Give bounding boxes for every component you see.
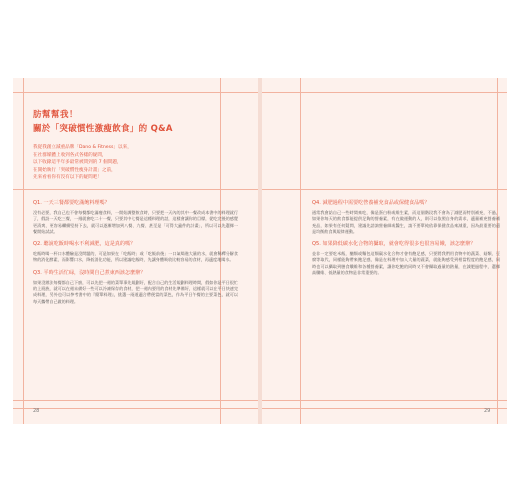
answer-text: 通常我會給自己一些時間來吃，像是蛋白粉或維生素，而這個階段我不會為了減肥而特別補充，不過，如果你每天的飲食都能提供足夠的營養素，有在做運動的人，則可以依照自身的需求，適量補充營養補充品，如果有任何疑問，建議先諮詢營養師或醫生，請不要單純依靠保健食品來減重，因為最重要的還是均衡飲食與規律運動。: [312, 210, 500, 234]
question-heading: Q5. 如果降低碳水化合物的攝取，就會吃得很多也很容易餓，該怎麼辦？: [312, 241, 476, 248]
intro-line: 在社群媒體上收到各式各樣的疑問，: [33, 152, 107, 158]
question-heading: Q2. 聽說吃飯時喝水不利減肥，這是真的嗎？: [33, 241, 136, 248]
answer-text: 沒有必要，我自己也不會每餐都吃滿瘦食料，一開始調整飲食時，只要把一天內的其中一餐改成本書中的料理就行了，假設一天吃三餐，一週就會吃二十一餐，只要其中七餐是這種料理的話，這樣會讓你的目標，從吃完後的感覺更清爽、更容易繼續堅持下去，就可以逐漸增加到八餐、九餐、甚至是「可得大蟲件的計畫」，所以可以先選擇一餐開始試試。: [33, 210, 238, 234]
intro-text: [33, 144, 183, 182]
qa-column: [312, 200, 500, 282]
intro-line: 先來看看你有沒有以下的疑問吧！: [33, 175, 102, 181]
page-number: 29: [484, 408, 491, 414]
answer-text: 並非一定要吃米飯，醣類或麵包這類碳水化合物才會有飽足感，只要將我們用食物中的蔬菜、菇類、豆腐等取代，同樣能夠帶來飽足感，像是在料理中加入大量的蔬菜，就能夠感受到相當程度的飽足感，同時也可以攝取到膳食纖維和各種營養素，讓你吃飽的同時又不會攝取過量的熱量，在減肥過程中，選擇高纖維、低熱量的食物是非常重要的。: [312, 251, 500, 276]
intro-line: 在開始執行「突破慣性瘦身計畫」之前，: [33, 167, 116, 173]
right-page: [262, 78, 507, 424]
page-number: 28: [33, 408, 40, 414]
question-heading: Q3. 平時生活忙碌，沒時間自己煮東西該怎麼辦？: [33, 269, 146, 276]
intro-line: 我從我創立減重品牌「Dano & Fitness」以來，: [33, 145, 132, 150]
answer-text: 如果沒辦法每餐都自己下廚，可以先把一週的菜單事先規劃好，配合自己的生活規劃料理時間，假如你是平日很忙的上班族，就可以在週末備好一些可以冷凍保存的食材，把一週內要用的食材先準備好，這樣就可以在平日快速完成料理，另外也可以參考書中的『簡單料理』，挑選一兩道適合帶便當的菜色，作為平日午餐的主要菜色，就可以每天攜帶自己做的料理。: [33, 279, 238, 304]
question-heading: Q1. 一天三餐都要吃滿飽料理嗎？: [33, 200, 110, 206]
qa-column: [33, 200, 238, 311]
question-heading: Q4. 減肥過程中需要吃營養補充食品或保健食品嗎？: [312, 200, 430, 206]
answer-text: 吃飯時喝一杯口水體驗是沒問題的，可是如果在「吃飯時」或「吃飯前後」一口氣喝進大量的水，就會稀釋分解食物的消化酵素，而影響口水，降低消化功能，所以建議吃飯時，先讓身體吸收比較容易的食材，再適度地喝水。: [33, 251, 238, 263]
page-kicker: 肪幫幫我！: [33, 110, 79, 120]
book-spread: [13, 78, 507, 424]
page-title: 關於「突破慣性激瘦飲食」的 Q&A: [33, 124, 173, 134]
left-page: [13, 78, 258, 424]
intro-line: 以下收錄這半年多最常被問到的 7 個問題，: [33, 160, 122, 166]
